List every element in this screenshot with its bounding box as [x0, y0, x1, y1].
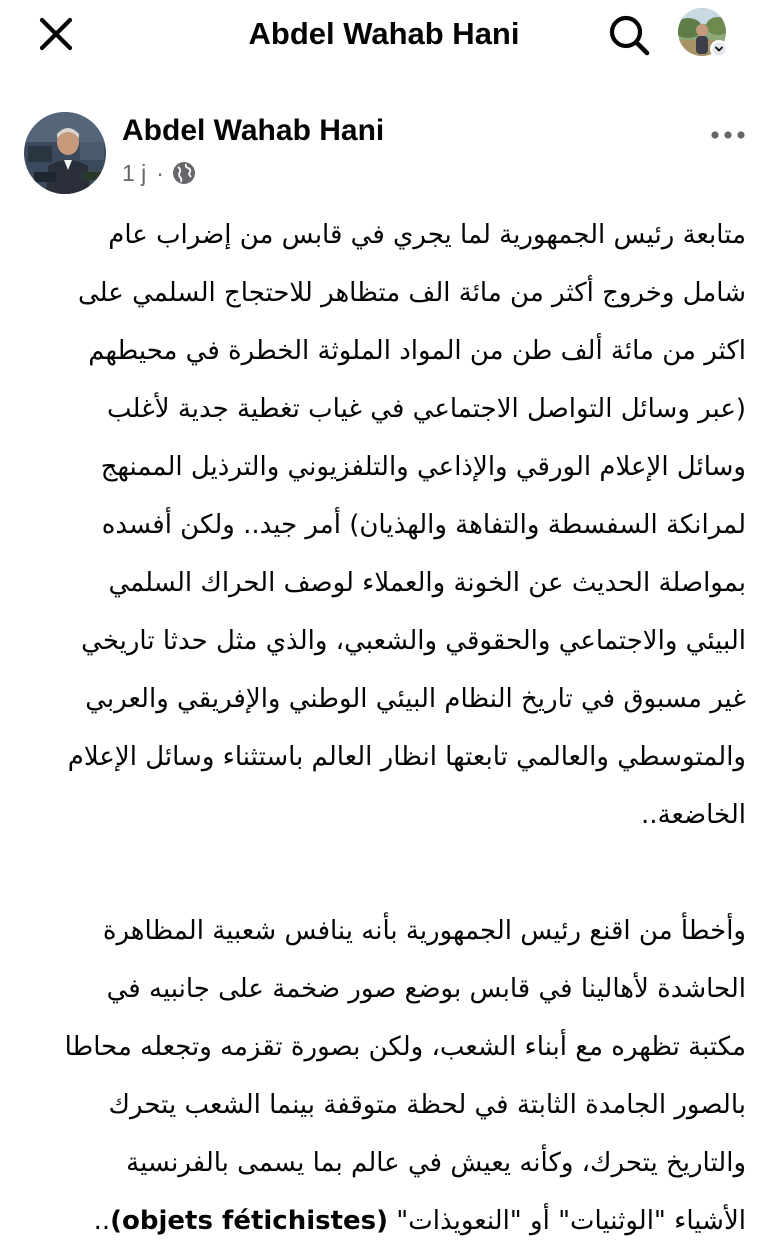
text-line: غير مسبوق في تاريخ النظام البيئي الوطني والإفريقي والعربي — [85, 684, 746, 714]
text-line-last — [22, 1192, 746, 1250]
paragraph-gap — [22, 844, 746, 902]
close-icon[interactable] — [38, 16, 74, 52]
text-line: والمتوسطي والعالمي تابعتها انظار العالم باستثناء وسائل الإعلام — [67, 742, 746, 772]
text-line: مكتبة تظهره مع أبناء الشعب، ولكن بصورة تقزمه وتجعله محاطا — [64, 1032, 746, 1062]
last-line-arabic: الأشياء "الوثنيات" أو "النعويذات" — [396, 1206, 746, 1236]
profile-menu-chevron[interactable] — [710, 40, 728, 58]
text-line: وأخطأ من اقنع رئيس الجمهورية بأنه ينافس شعبية المظاهرة — [102, 916, 746, 946]
text-line: بالصور الجامدة الثابتة في لحظة متوقفة بينما الشعب يتحرك — [108, 1090, 746, 1120]
chevron-down-icon[interactable] — [712, 42, 726, 56]
globe-icon[interactable] — [172, 161, 196, 185]
post-timestamp[interactable]: 1 j — [122, 159, 147, 186]
text-line: والتاريخ يتحرك، وكأنه يعيش في عالم بما يسمى بالفرنسية — [126, 1148, 746, 1178]
text-line: بمواصلة الحديث عن الخونة والعملاء لوصف الحراك السلمي — [108, 568, 746, 598]
french-term: (objets fétichistes) — [110, 1206, 389, 1236]
post-text — [22, 206, 746, 1250]
text-line: البيئي والاجتماعي والحقوقي والشعبي، والذي مثل حدثا تاريخي — [81, 626, 746, 656]
profile-menu-button[interactable] — [676, 6, 736, 62]
text-line: (عبر وسائل التواصل الاجتماعي في غياب تغطية جدية لأغلب — [107, 394, 746, 424]
search-button[interactable] — [604, 10, 654, 60]
post-paragraph-1 — [22, 206, 746, 844]
more-options-button[interactable] — [706, 120, 750, 150]
text-line: اكثر من مائة ألف طن من المواد الملوثة الخطرة في محيطهم — [88, 336, 746, 366]
close-button[interactable] — [34, 12, 78, 56]
author-avatar[interactable] — [24, 112, 106, 194]
author-name[interactable]: Abdel Wahab Hani — [122, 114, 385, 147]
text-line: الحاشدة لأهالينا في قابس بوضع صور ضخمة على جانبيه في — [106, 974, 746, 1004]
page-title: Abdel Wahab Hani — [248, 16, 520, 51]
post-paragraph-2 — [22, 902, 746, 1250]
top-bar — [0, 0, 768, 72]
post-header — [0, 100, 768, 200]
text-line: متابعة رئيس الجمهورية لما يجري في قابس من إضراب عام — [108, 220, 746, 250]
search-icon[interactable] — [607, 13, 651, 57]
text-line: الخاضعة.. — [641, 800, 746, 830]
more-icon[interactable] — [710, 130, 746, 140]
meta-separator: · — [156, 159, 164, 186]
last-line-tail: .. — [93, 1206, 111, 1236]
text-line: لمرانكة السفسطة والتفاهة والهذيان) أمر جيد.. ولكن أفسده — [101, 510, 746, 540]
post-meta — [122, 158, 196, 188]
text-line: شامل وخروج أكثر من مائة الف متظاهر للاحتجاج السلمي على — [78, 278, 746, 308]
text-line: وسائل الإعلام الورقي والإذاعي والتلفزيوني والترذيل الممنهج — [100, 452, 746, 482]
